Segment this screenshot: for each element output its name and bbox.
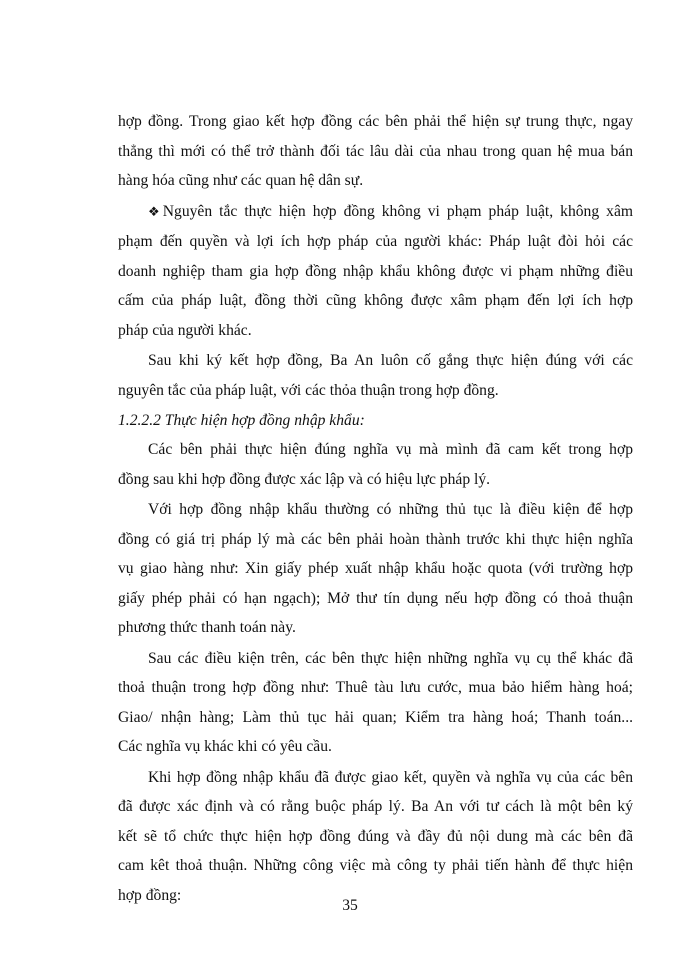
paragraph-4	[118, 435, 633, 494]
paragraph-5	[118, 495, 633, 643]
text-line: thoả thuận trong hợp đồng như: Thuê tàu lưu cước, mua bảo hiểm hàng hoá;	[118, 679, 633, 696]
page-number: 35	[342, 897, 358, 914]
paragraph-3	[118, 346, 633, 405]
paragraph-1	[118, 107, 633, 196]
text-line: Giao/ nhận hàng; Làm thủ tục hải quan; Kiểm tra hàng hoá; Thanh toán...	[118, 708, 633, 726]
text-line	[118, 197, 633, 228]
text-line: đã được xác định và có rằng buộc pháp lý. Ba An với tư cách là một bên ký	[118, 798, 633, 815]
section-heading: 1.2.2.2 Thực hiện hợp đồng nhập khẩu:	[118, 412, 365, 429]
text-line: pháp của người khác.	[118, 321, 252, 339]
text-line: đồng có giá trị pháp lý mà các bên phải hoàn thành trước khi thực hiện nghĩa	[118, 530, 633, 548]
text-line: hợp đồng. Trong giao kết hợp đồng các bên phải thể hiện sự trung thực, ngay	[118, 113, 633, 130]
paragraph-6	[118, 644, 633, 762]
text-line: Các nghĩa vụ khác khi có yêu cầu.	[118, 738, 332, 755]
text-line: vụ giao hàng như: Xin giấy phép xuất nhập khẩu hoặc quota (với trường hợp	[118, 560, 633, 577]
text-line: nguyên tắc của pháp luật, với các thỏa thuận trong hợp đồng.	[118, 381, 499, 399]
text-line: Sau khi ký kết hợp đồng, Ba An luôn cố gắng thực hiện đúng với các	[148, 352, 633, 369]
paragraph-2	[118, 197, 633, 346]
paragraph-7	[118, 763, 633, 911]
text-line: doanh nghiệp tham gia hợp đồng nhập khẩu không được vi phạm những điều	[118, 262, 633, 280]
text-line: đồng sau khi hợp đồng được xác lập và có hiệu lực pháp lý.	[118, 470, 491, 488]
text-line: Khi hợp đồng nhập khẩu đã được giao kết, quyền và nghĩa vụ của các bên	[148, 768, 633, 786]
text-line: hàng hóa cũng như các quan hệ dân sự.	[118, 172, 364, 189]
text-line: kết sẽ tổ chức thực hiện hợp đồng đúng và đầy đủ nội dung mà các bên đã	[118, 827, 633, 845]
text-line: Với hợp đồng nhập khẩu thường có những thủ tục là điều kiện để hợp	[148, 501, 633, 518]
bullet-text: Nguyên tắc thực hiện hợp đồng không vi phạm pháp luật, không xâm	[162, 202, 634, 220]
text-line: thẳng thì mới có thể trở thành đối tác lâu dài của nhau trong quan hệ mua bán	[118, 142, 633, 160]
text-line: phạm đến quyền và lợi ích hợp pháp của người khác: Pháp luật đòi hỏi các	[118, 233, 633, 250]
text-line: hợp đồng:	[118, 886, 182, 904]
text-line: cam kêt thoả thuận. Những công việc mà công ty phải tiến hành để thực hiện	[118, 857, 633, 874]
text-line: Sau các điều kiện trên, các bên thực hiện những nghĩa vụ cụ thể khác đã	[148, 649, 633, 667]
text-line: giấy phép phải có hạn ngạch); Mở thư tín dụng nếu hợp đồng có thoả thuận	[118, 589, 633, 607]
text-line: Các bên phải thực hiện đúng nghĩa vụ mà mình đã cam kết trong hợp	[148, 441, 633, 458]
text-line: phương thức thanh toán này.	[118, 619, 296, 636]
page-body	[118, 107, 633, 911]
text-line: cấm của pháp luật, đồng thời cũng không được xâm phạm đến lợi ích hợp	[118, 292, 633, 309]
diamond-bullet-icon: ❖	[148, 204, 163, 220]
